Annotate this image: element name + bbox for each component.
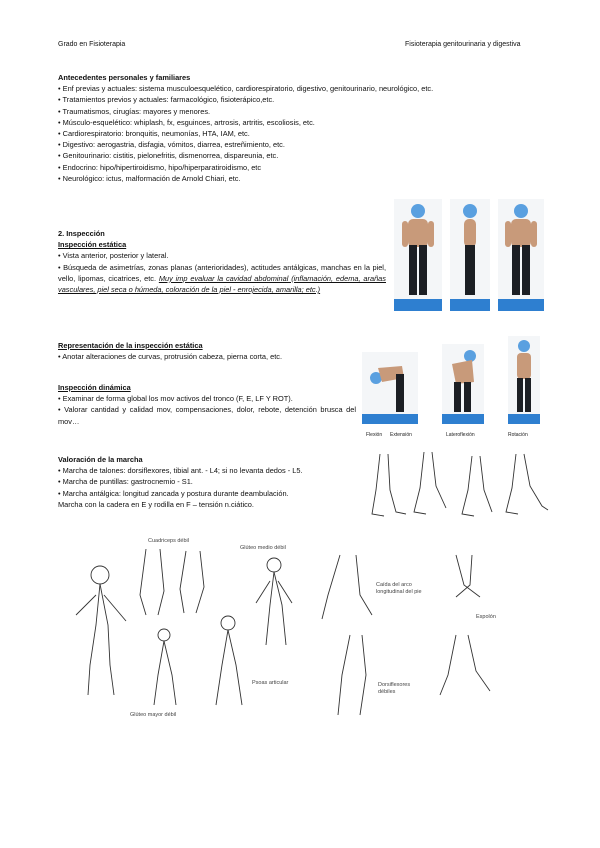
antecedentes-item: • Digestivo: aerogastria, disfagia, vómitos, diarrea, estreñimiento, etc.	[58, 140, 285, 150]
standing-figure-icon	[394, 199, 442, 311]
antecedentes-item: • Traumatismos, cirugías: mayores y menores.	[58, 106, 211, 116]
bending-figure-icon	[362, 352, 418, 424]
antecedentes-title: Antecedentes personales y familiares	[58, 73, 191, 82]
side-bend-figure-icon	[442, 344, 484, 424]
gait-sketch-strip	[366, 450, 552, 524]
representacion-title: Representación de la inspección estática	[58, 341, 203, 350]
standing-figure-icon	[498, 199, 544, 311]
posture-photo-anterior	[394, 199, 442, 311]
estatica-item	[58, 262, 386, 296]
antecedentes-item: • Músculo-esquelético: whiplash, fx, esguinces, artrosis, artritis, escoliosis, etc.	[58, 117, 315, 127]
sketch-label: Dorsiflexores débiles	[378, 682, 411, 695]
antecedentes-section	[58, 72, 548, 184]
movement-photo-lateroflexion	[442, 344, 484, 424]
posture-photo-posterior	[498, 199, 544, 311]
caption-lateroflexion: Lateroflexión	[446, 432, 475, 438]
rotation-figure-icon	[508, 336, 540, 424]
standing-figure-icon	[450, 199, 490, 311]
sketch-label: Glúteo mayor débil	[130, 712, 177, 718]
gait-deviation-sketches	[60, 535, 550, 725]
estatica-emphasis: Muy imp evaluar la cavidad abdominal (inflamación, edema, arañas vasculares, piel seca o húmeda, coloración de la piel - enrojecida, amarilla; etc.)	[58, 273, 386, 295]
inspeccion-title: 2. Inspección	[58, 229, 105, 238]
estatica-item-text: • Búsqueda de asimetrías, zonas planas (anterioridades), actitudes antálgicas, manchas en la piel, vello, lipomas, cicatrices, etc.	[58, 262, 386, 283]
header-right: Fisioterapia genitourinaria y digestiva	[405, 41, 521, 48]
antecedentes-item: • Genitourinario: cistitis, pielonefritis, dismenorrea, dispareunia, etc.	[58, 151, 279, 161]
posture-photo-lateral	[450, 199, 490, 311]
antecedentes-item: • Endocrino: hipo/hipertiroidismo, hipo/hiperparatiroidismo, etc	[58, 162, 262, 172]
sketch-label: Espolón	[476, 614, 496, 620]
marcha-title: Valoración de la marcha	[58, 455, 143, 464]
header-left: Grado en Fisioterapia	[58, 41, 126, 48]
estatica-item: • Vista anterior, posterior y lateral.	[58, 251, 169, 261]
antecedentes-item: • Cardiorespiratorio: bronquitis, neumonías, HTA, IAM, etc.	[58, 129, 250, 139]
sketch-label: Cuadriceps débil	[148, 538, 189, 544]
marcha-section	[58, 454, 368, 510]
dinamica-section	[58, 382, 356, 427]
antecedentes-item: • Tratamientos previos y actuales: farmacológico, fisioterápico,etc.	[58, 95, 275, 105]
sketch-label: Psoas articular	[252, 680, 289, 686]
caption-extension: Extensión	[390, 432, 412, 438]
caption-flexion: Flexión	[366, 432, 383, 438]
marcha-item: • Marcha antálgica: longitud zancada y postura durante deambulación.	[58, 488, 289, 498]
dinamica-title: Inspección dinámica	[58, 383, 131, 392]
movement-photo-rotation	[508, 336, 540, 424]
estatica-title: Inspección estática	[58, 240, 127, 250]
marcha-item: • Marcha de puntillas: gastrocnemio - S1.	[58, 477, 193, 487]
dinamica-item: • Valorar cantidad y calidad mov, compensaciones, dolor, rebote, detención brusca del mov…	[58, 405, 356, 426]
sketch-label: Caída del arco longitudinal del pie	[376, 582, 422, 595]
movement-photo-flexion	[362, 352, 418, 424]
representacion-section	[58, 340, 358, 362]
antecedentes-item: • Neurológico: ictus, malformación de Arnold Chiari, etc.	[58, 173, 241, 183]
marcha-item: • Marcha de talones: dorsiflexores, tibial ant. - L4; si no levanta dedos - L5.	[58, 466, 303, 476]
dinamica-item: • Examinar de forma global los mov activos del tronco (F, E, LF Y ROT).	[58, 394, 293, 404]
marcha-item: Marcha con la cadera en E y rodilla en F – tensión n.ciático.	[58, 499, 254, 509]
sketch-label: Glúteo medio débil	[240, 545, 286, 551]
inspeccion-section	[58, 228, 386, 295]
antecedentes-item: • Enf previas y actuales: sistema musculoesquelético, cardiorespiratorio, digestivo, genitourinario, neurológico, etc.	[58, 84, 434, 94]
caption-rotation: Rotación	[508, 432, 528, 438]
representacion-item: • Anotar alteraciones de curvas, protrusión cabeza, pierna corta, etc.	[58, 352, 283, 362]
